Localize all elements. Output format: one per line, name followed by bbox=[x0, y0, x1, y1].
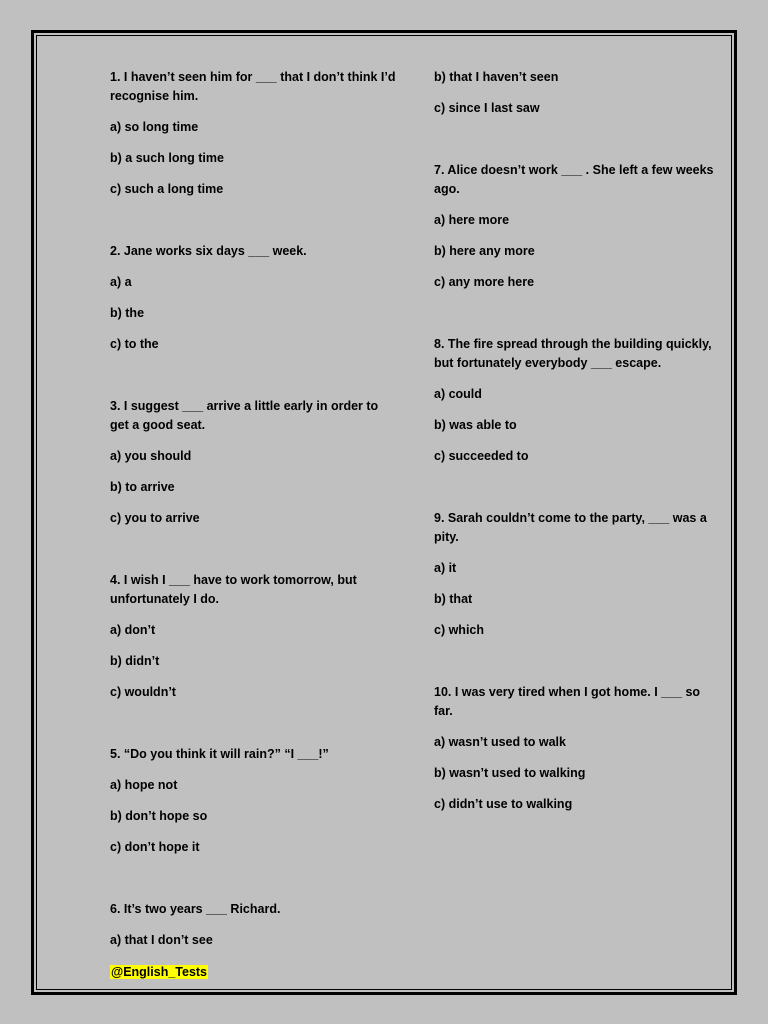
question-text: 8. The fire spread through the building quickly, but fortunately everybody ___ escape. bbox=[434, 337, 712, 370]
question-1 bbox=[110, 68, 400, 199]
question-text: 9. Sarah couldn’t come to the party, ___ was a pity. bbox=[434, 511, 707, 544]
option-b: b) was able to bbox=[434, 418, 517, 432]
question-text: 3. I suggest ___ arrive a little early in order to get a good seat. bbox=[110, 399, 379, 432]
option-a: a) you should bbox=[110, 449, 192, 463]
option-b: b) to arrive bbox=[110, 480, 175, 494]
option-c: c) to the bbox=[110, 337, 159, 351]
option-a: a) so long time bbox=[110, 120, 199, 134]
question-2 bbox=[110, 242, 400, 354]
option-b: b) that I haven’t seen bbox=[434, 70, 559, 84]
option-a: a) here more bbox=[434, 213, 510, 227]
question-10 bbox=[434, 683, 716, 814]
question-text: 1. I haven’t seen him for ___ that I don’t think I’d recognise him. bbox=[110, 70, 396, 103]
question-text: 10. I was very tired when I got home. I ___ so far. bbox=[434, 685, 701, 718]
question-3 bbox=[110, 397, 400, 528]
option-c: c) any more here bbox=[434, 275, 535, 289]
question-5 bbox=[110, 745, 400, 857]
question-9 bbox=[434, 509, 716, 640]
option-b: b) wasn’t used to walking bbox=[434, 766, 586, 780]
option-a: a) a bbox=[110, 275, 132, 289]
option-b: b) the bbox=[110, 306, 145, 320]
option-c: c) you to arrive bbox=[110, 511, 200, 525]
option-c: c) such a long time bbox=[110, 182, 224, 196]
option-a: a) could bbox=[434, 387, 482, 401]
footer-channel-tag bbox=[110, 963, 208, 982]
option-a: a) hope not bbox=[110, 778, 178, 792]
question-4 bbox=[110, 571, 400, 702]
option-c: c) didn’t use to walking bbox=[434, 797, 573, 811]
question-6-continued bbox=[434, 68, 716, 118]
question-text: 7. Alice doesn’t work ___ . She left a few weeks ago. bbox=[434, 163, 714, 196]
option-c: c) wouldn’t bbox=[110, 685, 176, 699]
question-text: 6. It’s two years ___ Richard. bbox=[110, 902, 281, 916]
right-column bbox=[434, 68, 716, 826]
option-a: a) it bbox=[434, 561, 457, 575]
question-text: 5. “Do you think it will rain?” “I ___!” bbox=[110, 747, 329, 761]
option-c: c) succeeded to bbox=[434, 449, 529, 463]
question-6 bbox=[110, 900, 400, 950]
option-b: b) didn’t bbox=[110, 654, 160, 668]
highlighted-handle: @English_Tests bbox=[111, 965, 208, 979]
option-a: a) wasn’t used to walk bbox=[434, 735, 566, 749]
question-text: 4. I wish I ___ have to work tomorrow, but unfortunately I do. bbox=[110, 573, 357, 606]
left-column bbox=[110, 68, 400, 962]
option-b: b) that bbox=[434, 592, 473, 606]
option-c: c) which bbox=[434, 623, 485, 637]
option-b: b) don’t hope so bbox=[110, 809, 208, 823]
question-text: 2. Jane works six days ___ week. bbox=[110, 244, 307, 258]
question-8 bbox=[434, 335, 716, 466]
option-b: b) here any more bbox=[434, 244, 535, 258]
option-b: b) a such long time bbox=[110, 151, 224, 165]
option-a: a) that I don’t see bbox=[110, 933, 213, 947]
question-7 bbox=[434, 161, 716, 292]
option-c: c) since I last saw bbox=[434, 101, 540, 115]
option-a: a) don’t bbox=[110, 623, 156, 637]
option-c: c) don’t hope it bbox=[110, 840, 200, 854]
